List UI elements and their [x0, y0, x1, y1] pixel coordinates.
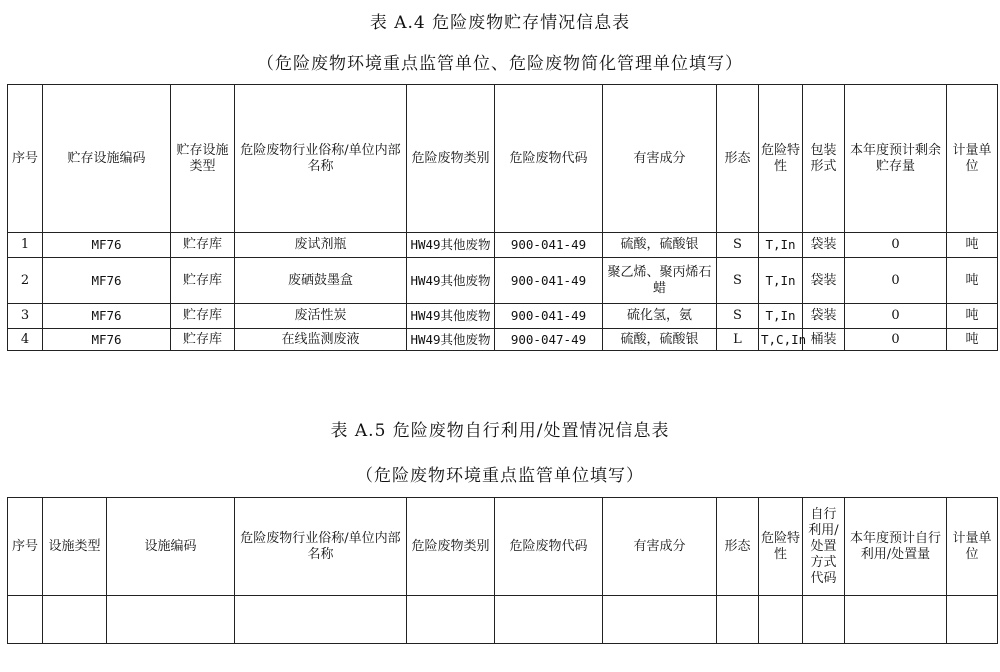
table-row — [8, 596, 998, 644]
empty-cell — [603, 596, 717, 644]
empty-cell — [717, 596, 759, 644]
header-cell: 危险废物代码 — [495, 498, 603, 596]
header-cell: 危险废物类别 — [407, 85, 495, 233]
cell-packaging: 袋装 — [803, 258, 845, 304]
header-cell: 序号 — [8, 498, 43, 596]
header-cell: 危险特性 — [759, 85, 803, 233]
header-cell: 有害成分 — [603, 85, 717, 233]
cell-index: 2 — [8, 258, 43, 304]
cell-facility-type: 贮存库 — [171, 329, 235, 351]
cell-hazardous-components: 硫化氢，氨 — [603, 304, 717, 329]
cell-form: S — [717, 258, 759, 304]
header-cell: 本年度预计自行利用/处置量 — [845, 498, 947, 596]
cell-packaging: 袋装 — [803, 233, 845, 258]
header-cell: 贮存设施编码 — [43, 85, 171, 233]
table-a5-subtitle: （危险废物环境重点监管单位填写） — [356, 466, 644, 486]
cell-waste-name: 废活性炭 — [235, 304, 407, 329]
cell-facility-code: MF76 — [43, 329, 171, 351]
empty-cell — [495, 596, 603, 644]
header-cell: 危险特性 — [759, 498, 803, 596]
cell-unit: 吨 — [947, 233, 998, 258]
cell-form: L — [717, 329, 759, 351]
header-cell: 计量单位 — [947, 498, 998, 596]
cell-hazardous-components: 硫酸，硫酸银 — [603, 329, 717, 351]
cell-packaging: 袋装 — [803, 304, 845, 329]
cell-waste-name: 废硒鼓墨盒 — [235, 258, 407, 304]
cell-remaining-quantity: 0 — [845, 258, 947, 304]
empty-cell — [407, 596, 495, 644]
empty-cell — [235, 596, 407, 644]
cell-index: 4 — [8, 329, 43, 351]
cell-remaining-quantity: 0 — [845, 304, 947, 329]
header-cell: 计量单位 — [947, 85, 998, 233]
cell-index: 3 — [8, 304, 43, 329]
empty-cell — [43, 596, 107, 644]
cell-form: S — [717, 304, 759, 329]
cell-waste-category: HW49其他废物 — [407, 258, 495, 304]
header-cell: 形态 — [717, 85, 759, 233]
table-a5-title: 表 A.5 危险废物自行利用/处置情况信息表 — [330, 421, 670, 441]
header-cell: 本年度预计剩余贮存量 — [845, 85, 947, 233]
empty-cell — [759, 596, 803, 644]
empty-cell — [845, 596, 947, 644]
cell-waste-code: 900-047-49 — [495, 329, 603, 351]
hazardous-waste-storage-table — [7, 84, 998, 351]
cell-facility-type: 贮存库 — [171, 304, 235, 329]
cell-hazardous-components: 聚乙烯、聚丙烯石蜡 — [603, 258, 717, 304]
header-cell: 贮存设施类型 — [171, 85, 235, 233]
table-a4-subtitle: （危险废物环境重点监管单位、危险废物简化管理单位填写） — [257, 54, 743, 74]
header-cell: 危险废物类别 — [407, 498, 495, 596]
cell-waste-code: 900-041-49 — [495, 258, 603, 304]
cell-hazard-property: T,In — [759, 233, 803, 258]
header-cell: 自行利用/处置方式代码 — [803, 498, 845, 596]
table-row — [8, 233, 998, 258]
cell-unit: 吨 — [947, 329, 998, 351]
table-row — [8, 258, 998, 304]
empty-cell — [803, 596, 845, 644]
header-cell: 设施类型 — [43, 498, 107, 596]
table-a5-header-row — [8, 498, 998, 596]
table-row — [8, 329, 998, 351]
empty-cell — [8, 596, 43, 644]
header-cell: 包装形式 — [803, 85, 845, 233]
header-cell: 设施编码 — [107, 498, 235, 596]
cell-waste-category: HW49其他废物 — [407, 233, 495, 258]
cell-unit: 吨 — [947, 304, 998, 329]
cell-hazardous-components: 硫酸，硫酸银 — [603, 233, 717, 258]
header-cell: 危险废物行业俗称/单位内部名称 — [235, 498, 407, 596]
cell-index: 1 — [8, 233, 43, 258]
cell-waste-code: 900-041-49 — [495, 233, 603, 258]
cell-waste-category: HW49其他废物 — [407, 329, 495, 351]
header-cell: 形态 — [717, 498, 759, 596]
cell-hazard-property: T,In — [759, 304, 803, 329]
empty-cell — [107, 596, 235, 644]
table-a4-title: 表 A.4 危险废物贮存情况信息表 — [369, 13, 631, 33]
cell-facility-type: 贮存库 — [171, 258, 235, 304]
cell-waste-code: 900-041-49 — [495, 304, 603, 329]
cell-unit: 吨 — [947, 258, 998, 304]
cell-hazard-property: T,In — [759, 258, 803, 304]
header-cell: 序号 — [8, 85, 43, 233]
cell-facility-type: 贮存库 — [171, 233, 235, 258]
cell-waste-name: 废试剂瓶 — [235, 233, 407, 258]
table-row — [8, 304, 998, 329]
cell-remaining-quantity: 0 — [845, 233, 947, 258]
cell-facility-code: MF76 — [43, 258, 171, 304]
header-cell: 危险废物代码 — [495, 85, 603, 233]
empty-cell — [947, 596, 998, 644]
cell-waste-name: 在线监测废液 — [235, 329, 407, 351]
cell-facility-code: MF76 — [43, 304, 171, 329]
cell-waste-category: HW49其他废物 — [407, 304, 495, 329]
cell-remaining-quantity: 0 — [845, 329, 947, 351]
header-cell: 危险废物行业俗称/单位内部名称 — [235, 85, 407, 233]
cell-facility-code: MF76 — [43, 233, 171, 258]
cell-packaging: 桶装 — [803, 329, 845, 351]
table-a4-header-row — [8, 85, 998, 233]
header-cell: 有害成分 — [603, 498, 717, 596]
cell-form: S — [717, 233, 759, 258]
hazardous-waste-disposal-table — [7, 497, 998, 644]
cell-hazard-property: T,C,In — [759, 329, 803, 351]
